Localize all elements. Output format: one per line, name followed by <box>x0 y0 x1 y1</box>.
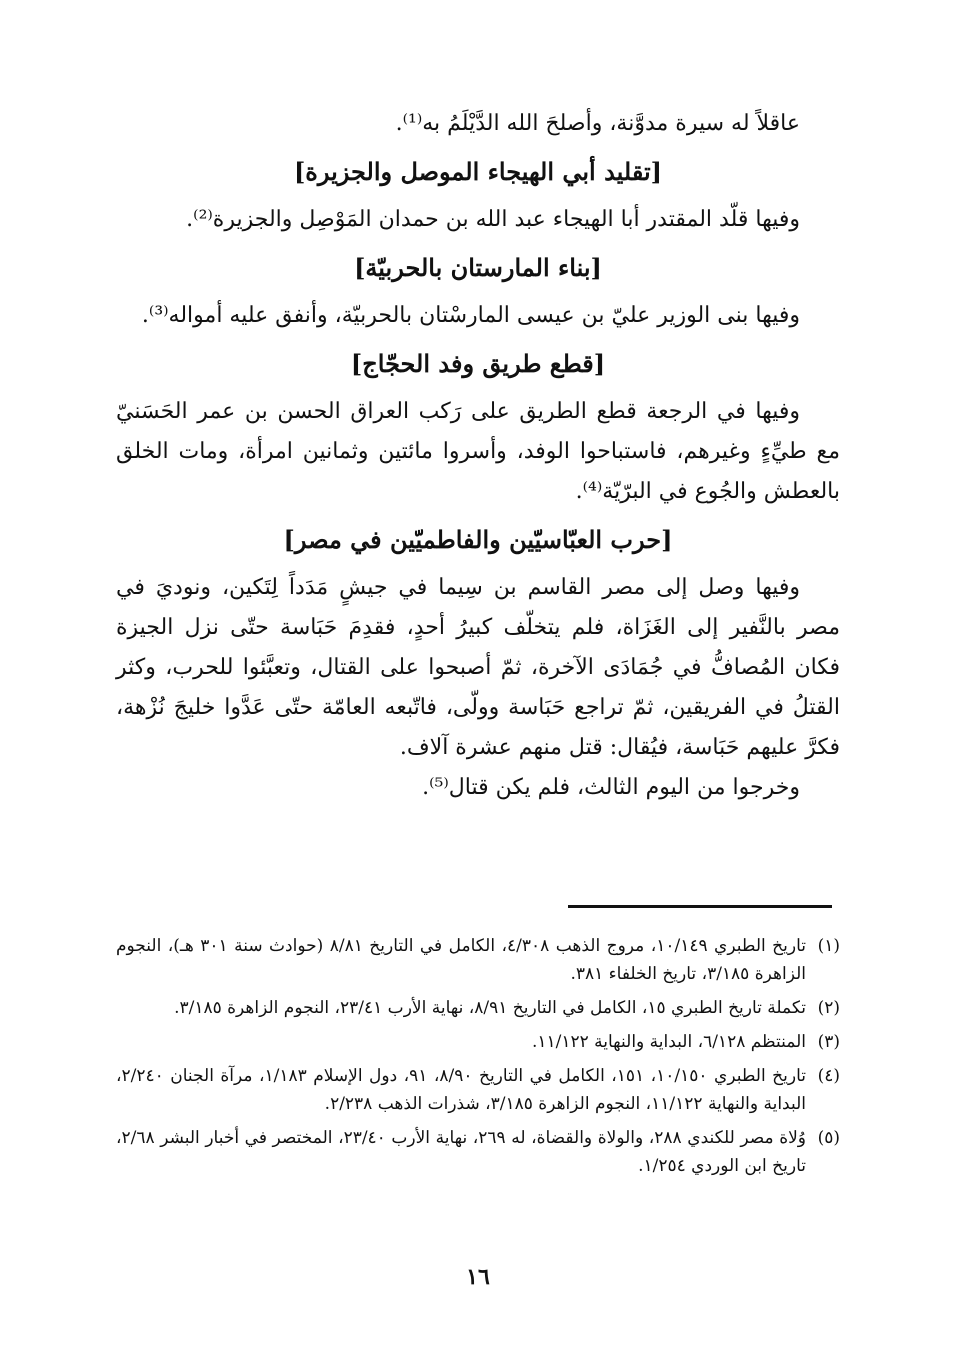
footnote <box>116 932 840 988</box>
footnote-text: وُلاة مصر للكندي ٢٨٨، والولاة والقضاة، له ٢٦٩، نهاية الأرب ٢٣/٤٠، المختصر في أخبار البشر ٢/٦٨، تاريخ ابن الوردي ١/٢٥٤. <box>116 1128 806 1176</box>
paragraph: وفيها في الرجعة قطع الطريق على رَكب العراق الحسن بن عمر الحَسَنيّ مع طيِّءٍ وغيرهم، فاستباحوا الوفد، وأسروا مائتين وثمانين امرأة، ومات الخلق بالعطش والجُوع في البرّيّة⁽⁴⁾. <box>116 399 840 504</box>
page-number: ١٦ <box>466 1264 490 1290</box>
paragraph: وفيها قلّد المقتدر أبا الهيجاء عبد الله بن حمدان المَوْصِل والجزيرة⁽²⁾. <box>186 207 800 232</box>
footnote <box>116 994 840 1022</box>
footnote-text: تكملة تاريخ الطبري ١٥، الكامل في التاريخ ٨/٩١، نهاية الأرب ٢٣/٤١، النجوم الزاهرة ٣/١٨٥. <box>174 998 806 1018</box>
main-text <box>116 104 840 808</box>
footnote-number: (٣) <box>817 1032 840 1052</box>
paragraph: وخرجوا من اليوم الثالث، فلم يكن قتال⁽⁵⁾. <box>422 775 800 800</box>
footnote-text: المنتظم ٦/١٢٨، البداية والنهاية ١١/١٢٢. <box>531 1032 806 1052</box>
footnote-number: (٥) <box>817 1128 840 1148</box>
footnote-number: (٤) <box>817 1066 840 1086</box>
section-heading: [تقليد أبي الهيجاء الموصل والجزيرة] <box>293 157 663 186</box>
section-heading: [قطع طريق وفد الحجّاج] <box>350 349 606 378</box>
footnote <box>116 1062 840 1118</box>
footnote-number: (١) <box>817 936 840 956</box>
footnote-divider <box>568 905 832 908</box>
paragraph: وفيها بنى الوزير عليّ بن عيسى المارسْتان بالحربيّة، وأنفق عليه أمواله⁽³⁾. <box>141 303 800 328</box>
section-heading: [حرب العبّاسيّين والفاطميّين في مصر] <box>283 525 673 554</box>
footnote-number: (٢) <box>817 998 840 1018</box>
paragraph: وفيها وصل إلى مصر القاسم بن سِيما في جيشٍ مَدَداً لِتَكين، ونوديَ في مصر بالنَّفير إلى الغَزَاة، فلم يتخلّف كبيرُ أحدٍ، فقدِمَ حَبَاسة حتّى نزل الجيزة فكان المُصافُّ في جُمَادَى الآخرة، ثمّ أصبحوا على القتال، وتعبَّئوا للحرب، وكثر القتلُ في الفريقين، ثمّ تراجع حَبَاسة وولّى، فاتّبعه العامّة حتّى عَدَّوا خليجَ نُزْهة، فكرَّ عليهم حَبَاسة، فيُقال: قتل منهم عشرة آلاف. <box>116 575 840 760</box>
footnote-text: تاريخ الطبري ١٠/١٤٩، مروج الذهب ٤/٣٠٨، الكامل في التاريخ ٨/٨١ (حوادث سنة ٣٠١ هـ)، النجوم الزاهرة ٣/١٨٥، تاريخ الخلفاء ٣٨١. <box>116 936 806 984</box>
footnote <box>116 1124 840 1180</box>
footnote-text: تاريخ الطبري ١٠/١٥٠، ١٥١، الكامل في التاريخ ٨/٩٠، ٩١، دول الإسلام ١/١٨٣، مرآة الجنان ٢/٢٤٠، البداية والنهاية ١١/١٢٢، النجوم الزاهرة ٣/١٨٥، شذرات الذهب ٢/٢٣٨. <box>116 1066 806 1114</box>
footnote <box>116 1028 840 1056</box>
opening-line: عاقلاً له سيرة مدوَّنة، وأصلحَ الله الدَّيْلَمُ به⁽¹⁾. <box>395 111 800 136</box>
section-heading: [بناء المارستان بالحربيّة] <box>354 253 602 282</box>
footnotes <box>116 932 840 1186</box>
